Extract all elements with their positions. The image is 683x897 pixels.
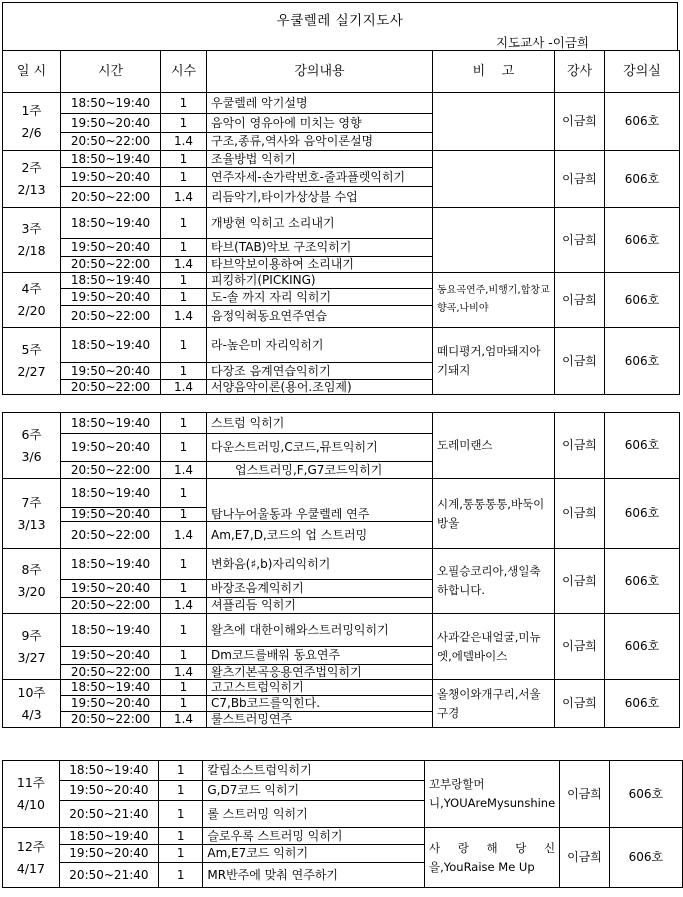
time-cell: 20:50~21:40 (59, 863, 158, 888)
time-cell: 19:50~20:40 (61, 696, 161, 712)
week-number: 5주 (21, 342, 42, 357)
room-cell: 606호 (605, 479, 680, 549)
table-row (3, 828, 683, 845)
room-cell: 606호 (605, 151, 680, 208)
content-cell: Am,E7,D,코드의 업 스트러밍 (207, 522, 433, 549)
time-cell: 18:50~19:40 (61, 328, 161, 363)
schedule-table-3 (2, 760, 683, 888)
content-cell: 변화음(♯,b)자리익히기 (207, 549, 433, 580)
hours-cell: 1 (161, 151, 207, 168)
week-cell (3, 413, 61, 479)
table-row (3, 328, 680, 363)
hours-cell: 1 (161, 580, 207, 598)
table-row (3, 680, 680, 696)
content-cell: 서양음악이론(용어.조임제) (207, 380, 433, 395)
content-cell: 도-솔 까지 자리 익히기 (207, 289, 433, 306)
table-row (3, 549, 680, 580)
week-date: 3/6 (21, 448, 42, 464)
instructor-cell: 이금희 (555, 151, 605, 208)
content-cell: 우쿨렐레 악기설명 (207, 93, 433, 114)
week-number: 8주 (21, 562, 42, 577)
content-cell: Am,E7코드 익히기 (203, 845, 425, 863)
time-cell: 19:50~20:40 (59, 845, 158, 863)
content-cell: 왈츠에 대한이해와스트러밍익히기 (207, 614, 433, 647)
week-number: 7주 (21, 494, 42, 510)
content-cell: Dm코드를배워 동요연주 (207, 647, 433, 665)
note-cell: 떼디평거,엄마돼지아기돼지 (433, 328, 555, 395)
week-date: 2/18 (17, 243, 46, 258)
week-cell (3, 479, 61, 549)
time-cell: 20:50~22:00 (61, 306, 161, 328)
hours-cell: 1 (159, 863, 203, 888)
content-cell: 스트럼 익히기 (207, 413, 433, 434)
content-cell: 바장조음계익히기 (207, 580, 433, 598)
time-cell: 18:50~19:40 (61, 413, 161, 434)
hours-cell: 1 (161, 93, 207, 114)
room-cell: 606호 (609, 761, 682, 828)
week-cell (3, 680, 61, 728)
header-hours: 시수 (161, 51, 207, 93)
week-number: 3주 (21, 221, 42, 236)
content-cell: 음악이 영유아에 미치는 영향 (207, 114, 433, 133)
time-cell: 20:50~22:00 (61, 187, 161, 208)
room-cell: 606호 (605, 93, 680, 151)
header-week: 일 시 (3, 51, 61, 93)
table-row (3, 761, 683, 781)
instructor-cell: 이금희 (555, 614, 605, 680)
hours-cell: 1 (161, 289, 207, 306)
time-cell: 19:50~20:40 (61, 363, 161, 380)
time-cell: 18:50~19:40 (59, 761, 158, 781)
week-cell (3, 549, 61, 614)
content-cell: 라-높은미 자리익히기 (207, 328, 433, 363)
note-cell (433, 93, 555, 151)
time-cell: 20:50~22:00 (61, 380, 161, 395)
content-cell: 개방현 익히고 소리내기 (207, 208, 433, 239)
hours-cell: 1 (159, 828, 203, 845)
week-date: 3/27 (17, 649, 46, 665)
week-number: 11주 (16, 775, 45, 790)
week-date: 4/17 (16, 860, 45, 876)
hours-cell: 1 (161, 363, 207, 380)
room-cell: 606호 (605, 680, 680, 728)
note-cell: 올챙이와개구리,서울구경 (433, 680, 555, 728)
time-cell: 18:50~19:40 (61, 680, 161, 696)
time-cell: 20:50~22:00 (61, 598, 161, 614)
hours-cell: 1 (159, 801, 203, 828)
content-cell: 왈츠기본곡응용연주법익히기 (207, 665, 433, 680)
hours-cell: 1.4 (161, 712, 207, 728)
week-date: 2/13 (17, 182, 46, 197)
content-cell: 피킹하기(PICKING) (207, 273, 433, 289)
hours-cell: 1.4 (161, 462, 207, 479)
hours-cell: 1.4 (161, 187, 207, 208)
table-row (3, 151, 680, 168)
content-cell: C7,Bb코드를익힌다. (207, 696, 433, 712)
note-cell (433, 208, 555, 273)
week-number: 12주 (16, 838, 45, 854)
time-cell: 20:50~22:00 (61, 257, 161, 273)
hours-cell: 1 (161, 413, 207, 434)
time-cell: 18:50~19:40 (61, 208, 161, 239)
note-cell: 오필승코리아,생일축하합니다. (433, 549, 555, 614)
room-cell: 606호 (605, 208, 680, 273)
content-cell: 리듬악기,타이가상상블 수업 (207, 187, 433, 208)
week-cell (3, 208, 61, 273)
week-date: 3/20 (17, 584, 46, 599)
hours-cell: 1 (161, 434, 207, 462)
hours-cell: 1 (161, 114, 207, 133)
time-cell: 18:50~19:40 (61, 93, 161, 114)
instructor-cell: 이금희 (555, 479, 605, 549)
week-date: 2/27 (17, 364, 46, 379)
hours-cell: 1 (161, 273, 207, 289)
table-row (3, 614, 680, 647)
table-row (3, 208, 680, 239)
instructor-cell: 이금희 (560, 761, 610, 828)
content-cell: 고고스트럼익히기 (207, 680, 433, 696)
content-cell: G,D7코드 익히기 (203, 781, 425, 801)
week-cell (3, 828, 60, 888)
time-cell: 18:50~19:40 (61, 151, 161, 168)
schedule-table-1 (2, 50, 680, 395)
week-number: 2주 (21, 160, 42, 175)
header-instructor: 강사 (555, 51, 605, 93)
week-date: 4/10 (16, 797, 45, 812)
time-cell: 20:50~22:00 (61, 462, 161, 479)
time-cell: 19:50~20:40 (61, 580, 161, 598)
hours-cell: 1 (161, 696, 207, 712)
hours-cell: 1 (161, 647, 207, 665)
time-cell: 20:50~22:00 (61, 522, 161, 549)
note-cell: 동요곡연주,비행기,합창교향곡,나비야 (433, 273, 555, 328)
hours-cell: 1 (161, 549, 207, 580)
instructor-cell: 이금희 (555, 208, 605, 273)
time-cell: 19:50~20:40 (61, 114, 161, 133)
time-cell: 19:50~20:40 (61, 434, 161, 462)
header-content: 강의내용 (207, 51, 433, 93)
hours-cell: 1 (161, 508, 207, 522)
hours-cell: 1.4 (161, 665, 207, 680)
room-cell: 606호 (605, 328, 680, 395)
week-date: 2/6 (21, 124, 42, 140)
hours-cell: 1 (161, 239, 207, 257)
week-cell (3, 93, 61, 151)
week-number: 9주 (21, 627, 42, 643)
instructor-cell: 이금희 (555, 328, 605, 395)
hours-cell: 1 (161, 680, 207, 696)
schedule-table-2 (2, 412, 680, 728)
time-cell: 20:50~22:00 (61, 133, 161, 151)
room-cell: 606호 (605, 273, 680, 328)
instructor-cell: 이금희 (555, 93, 605, 151)
instructor-cell: 이금희 (560, 828, 610, 888)
hours-cell: 1 (159, 845, 203, 863)
content-cell: 타브악보이용하여 소리내기 (207, 257, 433, 273)
time-cell: 19:50~20:40 (61, 239, 161, 257)
content-cell: 타브(TAB)악보 구조익히기 (207, 239, 433, 257)
header-time: 시간 (61, 51, 161, 93)
hours-cell: 1 (161, 168, 207, 187)
instructor-cell: 이금희 (555, 549, 605, 614)
note-cell: 꼬부랑할머니,YOUAreMysunshine (424, 761, 559, 828)
instructor-cell: 이금희 (555, 413, 605, 479)
week-number: 10주 (17, 684, 46, 700)
time-cell: 18:50~19:40 (59, 828, 158, 845)
hours-cell: 1.4 (161, 133, 207, 151)
hours-cell: 1.4 (161, 598, 207, 614)
room-cell: 606호 (609, 828, 682, 888)
time-cell: 19:50~20:40 (61, 168, 161, 187)
content-cell: 구조,종류,역사와 음악이론설명 (207, 133, 433, 151)
week-number: 4주 (21, 281, 42, 296)
header-note: 비 고 (433, 51, 555, 93)
time-cell: 18:50~19:40 (61, 479, 161, 508)
content-cell: 다장조 음계연습익히기 (207, 363, 433, 380)
time-cell: 19:50~20:40 (61, 508, 161, 522)
week-cell (3, 273, 61, 328)
week-cell (3, 614, 61, 680)
content-cell: 슬로우록 스트러밍 익히기 (203, 828, 425, 845)
week-number: 6주 (21, 426, 42, 442)
content-cell: 룰스트러밍연주 (207, 712, 433, 728)
week-number: 1주 (21, 102, 42, 118)
instructor-cell: 이금희 (555, 680, 605, 728)
time-cell: 18:50~19:40 (61, 614, 161, 647)
teacher-name: 지도교사 -이금희 (495, 35, 589, 50)
hours-cell: 1.4 (161, 522, 207, 549)
hours-cell: 1.4 (161, 257, 207, 273)
content-cell: 다운스트러밍,C코드,뮤트익히기 (207, 434, 433, 462)
week-cell (3, 761, 60, 828)
hours-cell: 1 (161, 208, 207, 239)
content-cell: MR반주에 맞춰 연주하기 (203, 863, 425, 888)
content-cell: 탐나누어울동과 우쿨렐레 연주 (207, 508, 433, 522)
time-cell: 20:50~21:40 (59, 801, 158, 828)
content-cell: 음정익혀동요연주연습 (207, 306, 433, 328)
hours-cell: 1 (161, 614, 207, 647)
hours-cell: 1.4 (161, 306, 207, 328)
content-cell: 롤 스트러밍 익히기 (203, 801, 425, 828)
table-row (3, 93, 680, 114)
table-row (3, 479, 680, 508)
content-cell: 연주자세-손가락번호-줄과플렛익히기 (207, 168, 433, 187)
room-cell: 606호 (605, 549, 680, 614)
table-row (3, 273, 680, 289)
hours-cell: 1 (159, 761, 203, 781)
week-date: 4/3 (21, 706, 42, 722)
time-cell: 18:50~19:40 (61, 549, 161, 580)
week-cell (3, 328, 61, 395)
time-cell: 19:50~20:40 (59, 781, 158, 801)
content-cell: 칼립소스트럼익히기 (203, 761, 425, 781)
content-cell: 조율방법 익히기 (207, 151, 433, 168)
document-title: 우쿨렐레 실기지도사 (276, 13, 404, 29)
hours-cell: 1.4 (161, 380, 207, 395)
time-cell: 19:50~20:40 (61, 289, 161, 306)
header-room: 강의실 (605, 51, 680, 93)
week-cell (3, 151, 61, 208)
room-cell: 606호 (605, 614, 680, 680)
title-box (2, 2, 678, 50)
hours-cell: 1 (161, 479, 207, 508)
note-cell: 시계,통통통통,바둑이방울 (433, 479, 555, 549)
hours-cell: 1 (159, 781, 203, 801)
instructor-cell: 이금희 (555, 273, 605, 328)
time-cell: 19:50~20:40 (61, 647, 161, 665)
week-date: 2/20 (17, 303, 46, 318)
room-cell: 606호 (605, 413, 680, 479)
note-cell: 사 랑 해 당 신 을,YouRaise Me Up (424, 828, 559, 888)
content-cell (207, 479, 433, 508)
time-cell: 18:50~19:40 (61, 273, 161, 289)
time-cell: 20:50~22:00 (61, 712, 161, 728)
note-cell (433, 151, 555, 208)
content-cell: 셔플리듬 익히기 (207, 598, 433, 614)
time-cell: 20:50~22:00 (61, 665, 161, 680)
note-cell: 도레미랜스 (433, 413, 555, 479)
note-cell: 사과같은내얼굴,미뉴엣,에델바이스 (433, 614, 555, 680)
hours-cell: 1 (161, 328, 207, 363)
week-date: 3/13 (17, 516, 46, 532)
table-row (3, 413, 680, 434)
content-cell: 업스트러밍,F,G7코드익히기 (207, 462, 433, 479)
